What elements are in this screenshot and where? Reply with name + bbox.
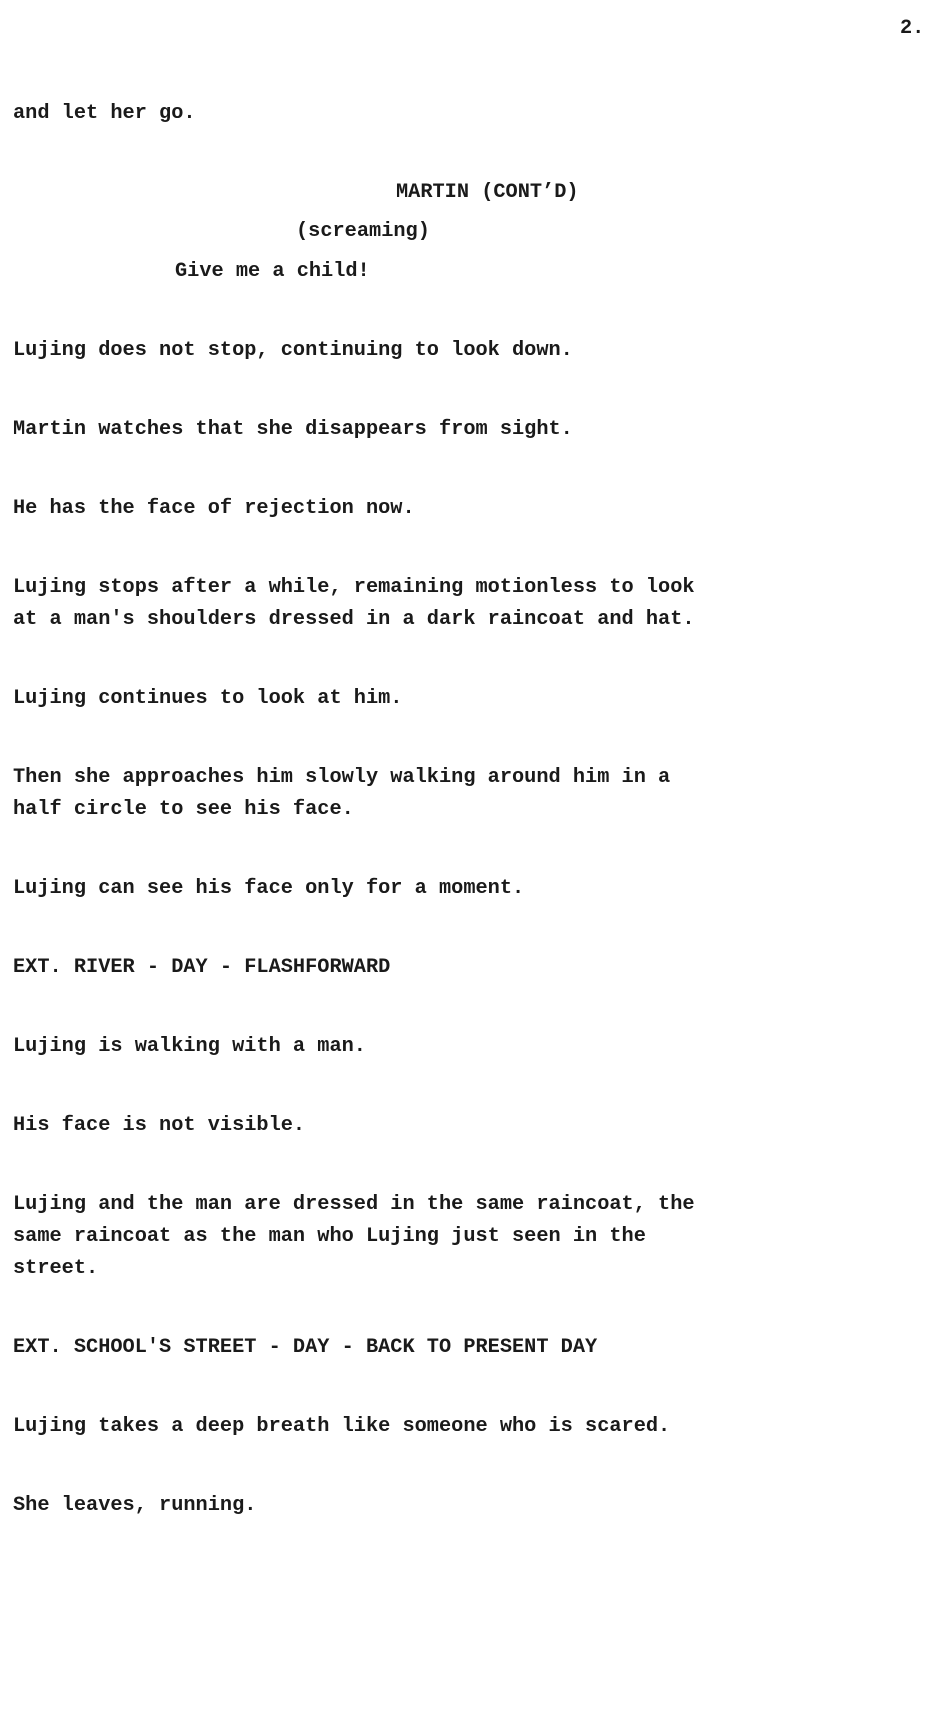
action-line: same raincoat as the man who Lujing just seen in the xyxy=(13,1225,646,1248)
action-line: Then she approaches him slowly walking around him in a xyxy=(13,766,671,789)
action-line: Lujing and the man are dressed in the same raincoat, the xyxy=(13,1193,695,1216)
dialogue-line: Give me a child! xyxy=(175,260,370,283)
page-number: 2. xyxy=(900,17,925,40)
action-line: at a man's shoulders dressed in a dark raincoat and hat. xyxy=(13,608,695,631)
action-line: He has the face of rejection now. xyxy=(13,497,415,520)
action-line: Lujing does not stop, continuing to look down. xyxy=(13,339,573,362)
scene-heading: EXT. RIVER - DAY - FLASHFORWARD xyxy=(13,956,391,979)
action-line: Martin watches that she disappears from sight. xyxy=(13,418,573,441)
scene-heading: EXT. SCHOOL'S STREET - DAY - BACK TO PRESENT DAY xyxy=(13,1336,598,1359)
action-line: and let her go. xyxy=(13,102,196,125)
parenthetical: (screaming) xyxy=(296,220,430,243)
action-line: Lujing continues to look at him. xyxy=(13,687,403,710)
action-line: Lujing stops after a while, remaining motionless to look xyxy=(13,576,695,599)
action-line: street. xyxy=(13,1257,99,1280)
action-line: Lujing takes a deep breath like someone who is scared. xyxy=(13,1415,671,1438)
character-cue: MARTIN (CONT’D) xyxy=(396,181,579,204)
action-line: She leaves, running. xyxy=(13,1494,257,1517)
action-line: Lujing is walking with a man. xyxy=(13,1035,366,1058)
action-line: half circle to see his face. xyxy=(13,798,354,821)
action-line: His face is not visible. xyxy=(13,1114,306,1137)
action-line: Lujing can see his face only for a moment. xyxy=(13,877,525,900)
